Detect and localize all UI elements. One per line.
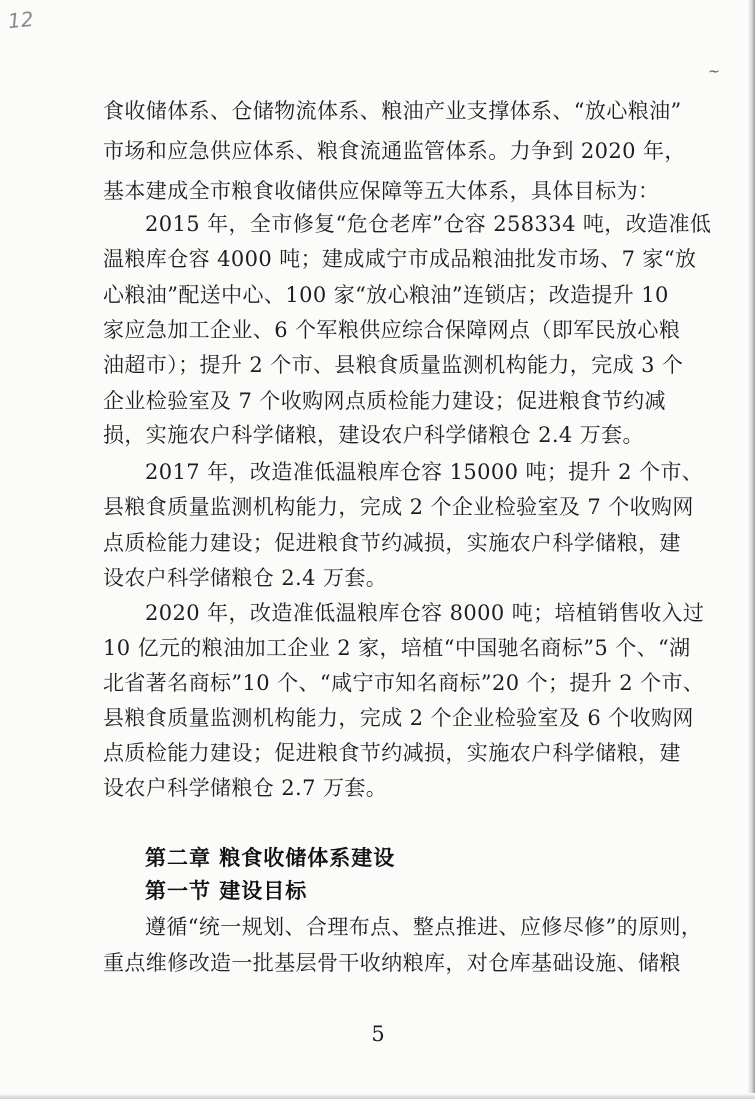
- handwritten-page-mark: 12: [6, 6, 35, 34]
- paragraph-2017-line-3: 点质检能力建设；促进粮食节约减损，实施农户科学储粮，建: [103, 531, 681, 555]
- paragraph-2020-line-6: 设农户科学储粮仓 2.7 万套。: [103, 776, 388, 800]
- body-line-2: 市场和应急供应体系、粮食流通监管体系。力争到 2020 年，: [103, 139, 686, 163]
- chapter-heading: 第二章 粮食收储体系建设: [145, 846, 396, 870]
- paragraph-2020-line-2: 10 亿元的粮油加工企业 2 家，培植“中国驰名商标”5 个、“湖: [103, 636, 691, 660]
- paragraph-2020-line-5: 点质检能力建设；促进粮食节约减损，实施农户科学储粮，建: [103, 741, 681, 765]
- paragraph-2015-line-1: 2015 年，全市修复“危仓老库”仓容 258334 吨，改造准低: [145, 212, 712, 236]
- paragraph-2020-line-4: 县粮食质量监测机构能力，完成 2 个企业检验室及 6 个收购网: [103, 706, 694, 730]
- page-number: 5: [371, 1022, 385, 1046]
- scan-edge-shadow: [747, 0, 755, 1099]
- body-line-3: 基本建成全市粮食收储供应保障等五大体系，具体目标为：: [103, 179, 660, 203]
- stray-pen-mark: ~: [708, 64, 720, 80]
- section-body-line-2: 重点维修改造一批基层骨干收纳粮库，对仓库基础设施、储粮: [103, 951, 681, 975]
- paragraph-2015-line-6: 企业检验室及 7 个收购网点质检能力建设；促进粮食节约减: [103, 389, 666, 413]
- paragraph-2015-line-7: 损，实施农户科学储粮，建设农户科学储粮仓 2.4 万套。: [103, 423, 644, 447]
- paragraph-2020-line-3: 北省著名商标”10 个、“咸宁市知名商标”20 个；提升 2 个市、: [103, 671, 705, 695]
- body-line-1: 食收储体系、仓储物流体系、粮油产业支撑体系、“放心粮油”: [103, 99, 682, 123]
- paragraph-2015-line-3: 心粮油”配送中心、100 家“放心粮油”连锁店；改造提升 10: [103, 283, 669, 307]
- paragraph-2017-line-4: 设农户科学储粮仓 2.4 万套。: [103, 566, 388, 590]
- paragraph-2015-line-5: 油超市）；提升 2 个市、县粮食质量监测机构能力，完成 3 个: [103, 353, 684, 377]
- section-heading: 第一节 建设目标: [145, 879, 308, 903]
- paragraph-2020-line-1: 2020 年，改造准低温粮库仓容 8000 吨；培植销售收入过: [145, 601, 705, 625]
- paragraph-2015-line-4: 家应急加工企业、6 个军粮供应综合保障网点（即军民放心粮: [103, 318, 681, 342]
- section-body-line-1: 遵循“统一规划、合理布点、整点推进、应修尽修”的原则，: [145, 915, 703, 939]
- paragraph-2017-line-1: 2017 年，改造准低温粮库仓容 15000 吨；提升 2 个市、: [145, 460, 704, 484]
- scan-bottom-edge: [0, 1093, 755, 1099]
- paragraph-2017-line-2: 县粮食质量监测机构能力，完成 2 个企业检验室及 7 个收购网: [103, 495, 694, 519]
- paragraph-2015-line-2: 温粮库仓容 4000 吨；建成咸宁市成品粮油批发市场、7 家“放: [103, 247, 697, 271]
